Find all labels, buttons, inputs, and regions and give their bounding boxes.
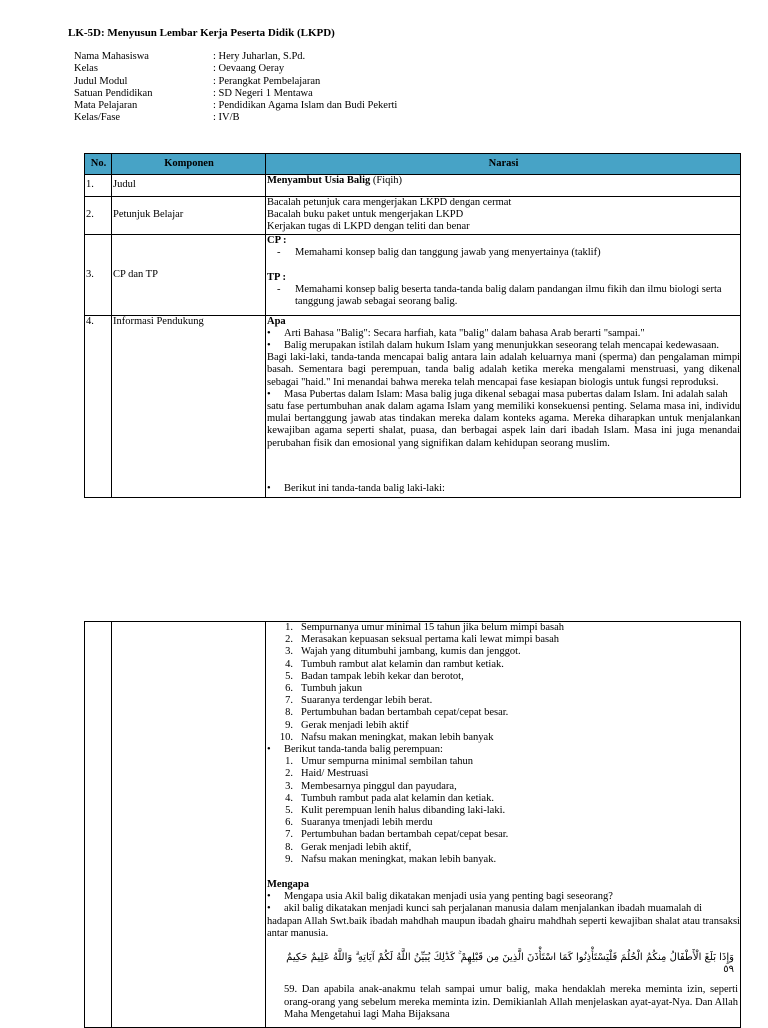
list-number: 4. (285, 792, 293, 804)
bullet-marker: • (267, 340, 271, 352)
list-text: Tumbuh jakun (301, 683, 363, 695)
list-text: Merasakan kepuasan seksual pertama kali lewat mimpi basah (301, 634, 560, 646)
row-narasi (266, 234, 741, 315)
topic-subject: (Fiqih) (370, 175, 403, 186)
list-item (267, 829, 740, 841)
list-number: 1. (285, 756, 293, 768)
bullet-marker: • (267, 891, 271, 903)
list-text: Pertumbuhan badan bertambah cepat/cepat besar. (301, 829, 509, 841)
row-number: 1. (85, 175, 112, 197)
list-item (267, 634, 740, 646)
list-text: Tumbuh rambut alat kelamin dan rambut ketiak. (301, 658, 504, 670)
identity-value: : Perangkat Pembelajaran (213, 75, 321, 87)
row-narasi (266, 622, 741, 1028)
identity-value: : Oevaang Oeray (213, 63, 285, 75)
list-item (267, 842, 740, 854)
list-number: 9. (285, 853, 293, 865)
header-komponen: Komponen (112, 154, 266, 175)
bullet-text: Berikut tanda-tanda balig perempuan: (284, 744, 443, 756)
list-number: 6. (285, 683, 293, 695)
identity-row (74, 88, 397, 100)
list-text: Suaranya terdengar lebih berat. (301, 695, 433, 707)
info-bullet (267, 328, 740, 340)
document-title: LK-5D: Menyusun Lembar Kerja Peserta Didik (LKPD) (68, 27, 335, 39)
list-item (267, 707, 740, 719)
identity-label: Satuan Pendidikan (74, 87, 153, 99)
list-number: 6. (285, 817, 293, 829)
list-number: 4. (285, 658, 293, 670)
list-number: 8. (285, 707, 293, 719)
bullet-text: Berikut ini tanda-tanda balig laki-laki: (284, 483, 445, 495)
list-number: 1. (285, 622, 293, 633)
identity-block (74, 51, 397, 125)
list-item (267, 732, 740, 744)
info-bullet (267, 903, 740, 915)
list-text: Nafsu makan meningkat, makan lebih banyak (301, 731, 494, 743)
identity-value: : IV/B (213, 112, 240, 124)
quran-verse-arabic: وَإِذَا بَلَغَ الْأَطْفَالُ مِنكُمُ الْحُلُمَ فَلْيَسْتَأْذِنُوا كَمَا اسْتَأْذَنَ الَّذِينَ مِن قَبْلِهِمْ ۚ كَذَٰلِكَ يُبَيِّنُ اللَّهُ لَكُمْ آيَاتِهِ ۗ وَاللَّهُ عَلِيمٌ حَكِيمٌ ٥٩ (286, 952, 734, 976)
list-item (267, 805, 740, 817)
identity-label: Kelas (74, 63, 98, 75)
list-text: Gerak menjadi lebih aktif, (301, 841, 412, 853)
list-number: 3. (285, 646, 293, 658)
row-komponen: Informasi Pendukung (112, 315, 266, 497)
table-row-continued (85, 622, 741, 1028)
list-item (267, 622, 740, 634)
table-header-row (85, 154, 741, 175)
list-text: Umur sempurna minimal sembilan tahun (301, 756, 474, 768)
info-bullet (267, 891, 740, 903)
list-item (267, 695, 740, 707)
bullet-text: Masa Pubertas dalam Islam: Masa balig juga dikenal sebagai masa pubertas dalam Islam. Ini adalah salah (284, 388, 728, 400)
list-number: 2. (285, 768, 293, 780)
identity-row (74, 63, 397, 75)
row-komponen: Petunjuk Belajar (112, 197, 266, 235)
section-mengapa: Mengapa (267, 879, 309, 891)
list-item (267, 817, 740, 829)
bullet-marker: • (267, 388, 271, 400)
list-item (267, 646, 740, 658)
list-text: Gerak menjadi lebih aktif (301, 719, 409, 731)
list-text: Haid/ Mestruasi (301, 768, 369, 780)
lkpd-table-continued (84, 621, 741, 1028)
bullet-text-continued: satu fase pertumbuhan anak dalam agama Islam yang memiliki konsekuensi penting. Selama masa ini, individu mulai bertanggung jawab atas tindakan mereka dalam konteks agama. Mereka diharapkan untuk menjalankan kewajiban agama seperti shalat, puasa, dan berbagai aspek lain dari ibadah Islam. Masa ini juga menandai perubahan fisik dan emosional yang signifikan dalam kehidupan seorang muslim. (267, 401, 740, 449)
tp-text: Memahami konsep balig beserta tanda-tanda balig dalam pandangan ilmu fikih dan ilmu biologi serta (295, 284, 722, 296)
bullet-marker: • (267, 903, 271, 915)
cp-item (267, 247, 740, 259)
identity-label: Mata Pelajaran (74, 100, 138, 112)
lkpd-table (84, 153, 741, 498)
cp-label: CP : (267, 234, 287, 246)
row-komponen: CP dan TP (112, 234, 266, 315)
list-text: Suaranya tmenjadi lebih merdu (301, 817, 433, 829)
list-item (267, 768, 740, 780)
identity-value: : Pendidikan Agama Islam dan Budi Pekerti (213, 100, 398, 112)
section-apa: Apa (267, 315, 286, 327)
header-no: No. (85, 154, 112, 175)
list-item (267, 854, 740, 866)
row-number: 4. (85, 315, 112, 497)
identity-row (74, 51, 397, 63)
instruction-line: Bacalah buku paket untuk mengerjakan LKPD (267, 209, 464, 221)
table-row-petunjuk (85, 197, 741, 235)
list-number: 5. (285, 805, 293, 817)
instruction-line: Kerjakan tugas di LKPD dengan teliti dan benar (267, 221, 470, 233)
list-text: Sempurnanya umur minimal 15 tahun jika belum mimpi basah (301, 622, 565, 633)
table-row-judul (85, 175, 741, 197)
list-number: 5. (285, 670, 293, 682)
table-row-informasi (85, 315, 741, 497)
quran-verse-translation: 59. Dan apabila anak-anakmu telah sampai umur balig, maka hendaklah mereka meminta izin, seperti orang-orang yang sebelum mereka meminta izin. Demikianlah Allah menjelaskan ayat-ayat-Nya. Dan Allah Maha Mengetahui lagi Maha Bijaksana (284, 984, 738, 1020)
list-item (267, 671, 740, 683)
bullet-text: Mengapa usia Akil balig dikatakan menjadi usia yang penting bagi seseorang? (284, 891, 613, 903)
list-number: 2. (285, 634, 293, 646)
list-number: 10. (279, 731, 293, 743)
list-item (267, 793, 740, 805)
identity-label: Nama Mahasiswa (74, 51, 149, 62)
row-komponen: Judul (112, 175, 266, 197)
row-number-empty (85, 622, 112, 1028)
identity-label: Kelas/Fase (74, 112, 121, 124)
row-number: 3. (85, 234, 112, 315)
bullet-text: Balig merupakan istilah dalam hukum Islam yang menunjukkan seseorang telah mencapai kedewasaan. (284, 340, 720, 352)
list-text: Kulit perempuan lenih halus dibanding laki-laki. (301, 805, 506, 817)
info-bullet (267, 744, 740, 756)
list-text: Wajah yang ditumbuhi jambang, kumis dan jenggot. (301, 646, 521, 658)
row-narasi (266, 175, 741, 197)
bullet-text: akil balig dikatakan menjadi kunci sah perjalanan manusia dalam menjalankan ibadah muamalah di (284, 903, 703, 915)
list-text: Membesarnya pinggul dan payudara, (301, 780, 457, 792)
list-number: 9. (285, 719, 293, 731)
list-number: 8. (285, 841, 293, 853)
identity-row (74, 112, 397, 124)
bullet-marker: • (267, 744, 271, 756)
list-number: 7. (285, 829, 293, 841)
bullet-marker: • (267, 327, 271, 339)
tp-text-continued: tanggung jawab sebagai seorang balig. (295, 296, 458, 308)
instruction-line: Bacalah petunjuk cara mengerjakan LKPD dengan cermat (267, 197, 512, 208)
list-text: Badan tampak lebih kekar dan berotot, (301, 670, 464, 682)
dash-marker: - (277, 284, 281, 296)
list-item (267, 720, 740, 732)
bullet-text-continued: Bagi laki-laki, tanda-tanda mencapai balig antara lain adalah keluarnya mani (sperma) dan pengalaman mimpi basah. Sementara bagi perempuan, tanda balig adalah ketika mereka mengalami menstruasi, yang dikenal sebagai "haid." Ini menandai bahwa mereka telah mencapai fase kesiapan biologis untuk fungsi reproduksi. (267, 352, 740, 388)
identity-label: Judul Modul (74, 75, 128, 87)
list-item (267, 781, 740, 793)
row-narasi (266, 315, 741, 497)
info-bullet (267, 483, 445, 495)
identity-row (74, 100, 397, 112)
list-text: Tumbuh rambut pada alat kelamin dan ketiak. (301, 792, 494, 804)
table-row-cp-tp (85, 234, 741, 315)
tp-item (267, 284, 740, 296)
header-narasi: Narasi (266, 154, 741, 175)
dash-marker: - (277, 246, 281, 258)
bullet-text: Arti Bahasa "Balig": Secara harfiah, kata "balig" dalam bahasa Arab berarti "sampai." (284, 327, 645, 339)
bullet-text-continued: hadapan Allah Swt.baik ibadah mahdhah maupun ibadah ghairu mahdhah seperti kewajiban shalat atau transaksi antar manusia. (267, 915, 740, 939)
bullet-marker: • (267, 483, 271, 495)
info-bullet (267, 389, 740, 401)
list-item (267, 756, 740, 768)
row-number: 2. (85, 197, 112, 235)
tp-label: TP : (267, 272, 286, 284)
list-number: 3. (285, 780, 293, 792)
row-komponen-empty (112, 622, 266, 1028)
info-bullet (267, 340, 740, 352)
list-item (267, 683, 740, 695)
identity-value: : Hery Juharlan, S.Pd. (213, 51, 306, 62)
cp-text: Memahami konsep balig dan tanggung jawab yang menyertainya (taklif) (295, 246, 601, 258)
identity-value: : SD Negeri 1 Mentawa (213, 87, 313, 99)
row-narasi (266, 197, 741, 235)
identity-row (74, 76, 397, 88)
list-number: 7. (285, 695, 293, 707)
list-text: Nafsu makan meningkat, makan lebih banyak. (301, 853, 497, 865)
topic-title: Menyambut Usia Balig (267, 175, 371, 186)
list-text: Pertumbuhan badan bertambah cepat/cepat besar. (301, 707, 509, 719)
list-item (267, 659, 740, 671)
